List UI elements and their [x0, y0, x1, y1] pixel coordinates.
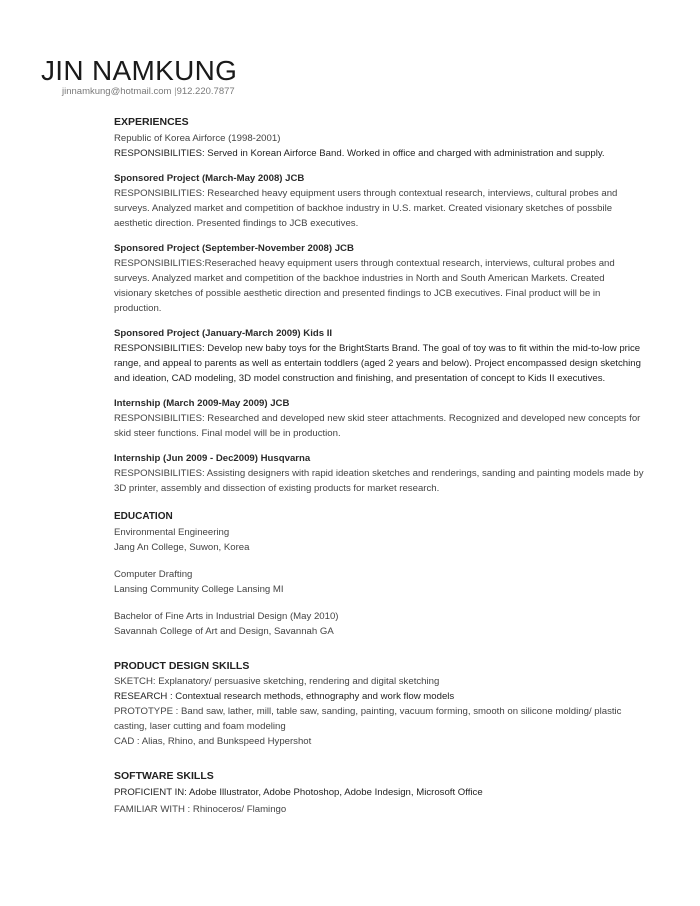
airforce-title: Republic of Korea Airforce (1998-2001) [114, 133, 281, 144]
contact-line [62, 86, 235, 97]
education-heading: EDUCATION [114, 511, 173, 522]
experience-title: Sponsored Project (January-March 2009) Kids II [114, 328, 333, 339]
education-field: Computer Drafting [114, 569, 193, 580]
education-field: Bachelor of Fine Arts in Industrial Design (May 2010) [114, 611, 339, 622]
experience-entry [114, 326, 644, 386]
education-field: Environmental Engineering [114, 527, 230, 538]
experience-title: Internship (March 2009-May 2009) JCB [114, 398, 290, 409]
education-school: Savannah College of Art and Design, Savannah GA [114, 626, 334, 637]
experience-text: RESPONSIBILITIES: Researched heavy equipment users through contextual research, interviews, cultural probes and surveys. Analyzed market and competition of backhoe industry in U.S. market. Created visionary sketches of possbile aesthetic direction. Presented findings to JCB executives. [114, 188, 618, 229]
experience-entry [114, 241, 644, 316]
software-familiar: FAMILIAR WITH : Rhinoceros/ Flamingo [114, 804, 287, 815]
experience-text: RESPONSIBILITIES: Researched and developed new skid steer attachments. Recognized and developed new concepts for skid steer functions. Final model will be in production. [114, 413, 641, 439]
experience-entry [114, 171, 644, 231]
contact-separator: | [174, 86, 177, 97]
experience-title: Sponsored Project (March-May 2008) JCB [114, 173, 305, 184]
skill-prototype: PROTOTYPE : Band saw, lather, mill, table saw, sanding, painting, vacuum forming, smooth on silicone molding/ plastic casting, laser cutting and foam modeling [114, 706, 622, 732]
education-entry [114, 525, 644, 555]
experience-title: Sponsored Project (September-November 2008) JCB [114, 243, 354, 254]
airforce-text: RESPONSIBILITIES: Served in Korean Airforce Band. Worked in office and charged with administration and supply. [114, 148, 605, 159]
email: jinnamkung@hotmail.com [62, 86, 172, 97]
software-skills-heading: SOFTWARE SKILLS [114, 770, 214, 782]
software-proficient: PROFICIENT IN: Adobe Illustrator, Adobe Photoshop, Adobe Indesign, Microsoft Office [114, 787, 483, 798]
experience-text: RESPONSIBILITIES:Reserached heavy equipment users through contextual research, interviews, cultural probes and surveys. Analyzed market and competition of the backhoe industries in North and South American Markets. Created visionary sketches of possible aesthetic direction and presented findings to JCB executives. Final product will be in production. [114, 258, 615, 314]
skill-sketch: SKETCH: Explanatory/ persuasive sketching, rendering and digital sketching [114, 676, 440, 687]
product-skills-heading: PRODUCT DESIGN SKILLS [114, 660, 250, 672]
product-design-skills-section [114, 659, 644, 749]
skill-research: RESEARCH : Contextual research methods, ethnography and work flow models [114, 691, 455, 702]
experiences-section [114, 115, 644, 496]
education-entry [114, 609, 644, 639]
experience-text: RESPONSIBILITIES: Develop new baby toys for the BrightStarts Brand. The goal of toy was to fit within the mid-to-low price range, and appeal to parents as well as entertain toddlers (aged 2 years and below). Project encompassed design sketching and ideation, CAD modeling, 3D model construction and finishing, and presentation of concept to Kids II executives. [114, 343, 641, 384]
candidate-name: JIN NAMKUNG [41, 55, 238, 86]
experience-entry [114, 396, 644, 441]
software-skills-section [114, 769, 644, 817]
skill-cad: CAD : Alias, Rhino, and Bunkspeed Hypershot [114, 736, 312, 747]
education-school: Jang An College, Suwon, Korea [114, 542, 250, 553]
education-school: Lansing Community College Lansing MI [114, 584, 284, 595]
experience-entry [114, 451, 644, 496]
resume-content [114, 115, 644, 817]
education-section [114, 510, 644, 639]
phone: 912.220.7877 [176, 86, 235, 97]
experience-title: Internship (Jun 2009 - Dec2009) Husqvarna [114, 453, 311, 464]
experience-text: RESPONSIBILITIES: Assisting designers with rapid ideation sketches and renderings, sanding and painting models made by 3D printer, assembly and dissection of existing products for market research. [114, 468, 644, 494]
experiences-heading: EXPERIENCES [114, 116, 189, 128]
education-entry [114, 567, 644, 597]
